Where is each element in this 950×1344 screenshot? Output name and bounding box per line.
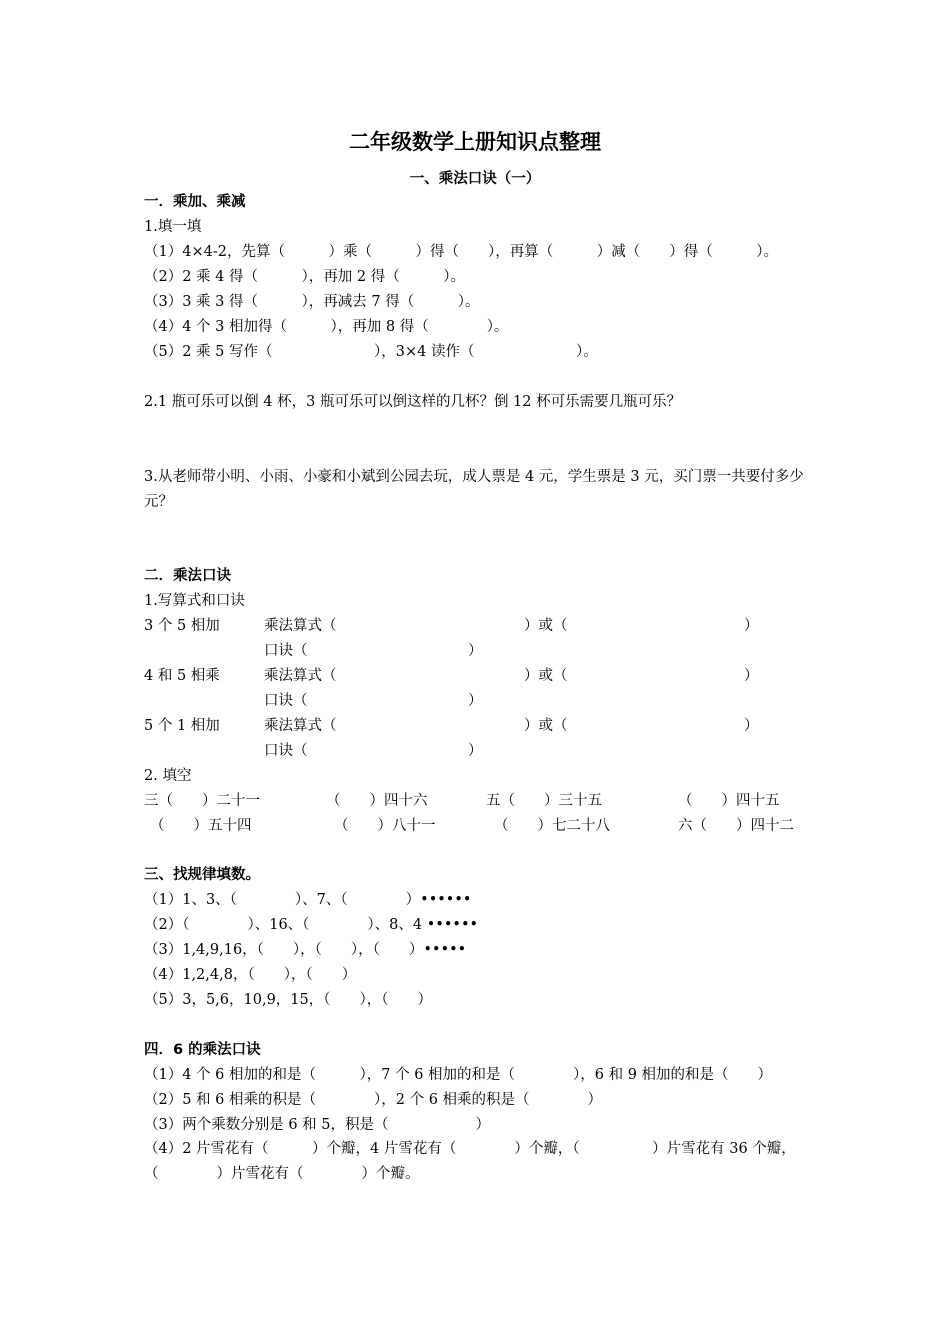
section-heading-4: 四．6 的乘法口诀 bbox=[144, 1042, 261, 1058]
formula-label: 乘法算式（ bbox=[264, 718, 337, 734]
question-item: （1）4 个 6 相加的和是（ ），7 个 6 相加的和是（ ），6 和 9 相加的和是（ ） bbox=[144, 1067, 773, 1083]
pattern-item: （3）1,4,9,16，（ ），（ ），（ ）••••• bbox=[144, 942, 467, 958]
page-title: 二年级数学上册知识点整理 bbox=[349, 130, 601, 154]
fill-cell: （ ）五十四 bbox=[150, 818, 252, 834]
page-subtitle: 一、乘法口诀（一） bbox=[409, 171, 541, 187]
question-item: （4）2 片雪花有（ ）个瓣，4 片雪花有（ ）个瓣，（ ）片雪花有 36 个瓣，（ ）片雪花有（ ）个瓣。 bbox=[144, 1141, 796, 1182]
pattern-item: （4）1,2,4,8，（ ），（ ） bbox=[144, 967, 357, 983]
question-title: 1.填一填 bbox=[144, 219, 202, 235]
question-item: （3）两个乘数分别是 6 和 5，积是（ ） bbox=[144, 1117, 491, 1133]
kj-label: 口诀（ bbox=[264, 693, 308, 709]
or-label: ）或（ bbox=[524, 668, 568, 684]
kj-label: 口诀（ bbox=[264, 743, 308, 759]
fill-cell: （ ）四十五 bbox=[678, 793, 780, 809]
fill-cell: 三（ ）二十一 bbox=[144, 793, 260, 809]
fill-cell: （ ）七二十八 bbox=[494, 818, 610, 834]
pattern-item: （1）1、3、（ ）、7、（ ）•••••• bbox=[144, 892, 472, 908]
question-title: 2. 填空 bbox=[144, 768, 192, 784]
question-item: （5）2 乘 5 写作（ ），3×4 读作（ ）。 bbox=[144, 344, 598, 360]
fill-cell: （ ）八十一 bbox=[334, 818, 436, 834]
fill-cell: （ ）四十六 bbox=[326, 793, 428, 809]
pattern-item: （2）（ ）、16、（ ）、8、4 •••••• bbox=[144, 917, 479, 933]
question-item: （3）3 乘 3 得（ ），再减去 7 得（ ）。 bbox=[144, 294, 480, 310]
row-label: 5 个 1 相加 bbox=[144, 718, 220, 734]
section-heading-3: 三、找规律填数。 bbox=[144, 867, 260, 883]
formula-label: 乘法算式（ bbox=[264, 618, 337, 634]
bracket-close: ） bbox=[744, 718, 759, 734]
bracket-close: ） bbox=[468, 693, 483, 709]
question-title: 1.写算式和口诀 bbox=[144, 593, 245, 609]
word-problem: 3.从老师带小明、小雨、小豪和小斌到公园去玩，成人票是 4 元，学生票是 3 元，买门票一共要付多少元？ bbox=[144, 469, 804, 510]
word-problem: 2.1 瓶可乐可以倒 4 杯，3 瓶可乐可以倒这样的几杯？倒 12 杯可乐需要几瓶可乐？ bbox=[144, 394, 682, 410]
or-label: ）或（ bbox=[524, 618, 568, 634]
row-label: 3 个 5 相加 bbox=[144, 618, 220, 634]
or-label: ）或（ bbox=[524, 718, 568, 734]
section-heading-1: 一．乘加、乘减 bbox=[144, 194, 246, 210]
formula-label: 乘法算式（ bbox=[264, 668, 337, 684]
kj-label: 口诀（ bbox=[264, 643, 308, 659]
pattern-item: （5）3，5,6，10,9，15，（ ），（ ） bbox=[144, 992, 432, 1008]
question-item: （2）5 和 6 相乘的积是（ ），2 个 6 相乘的积是（ ） bbox=[144, 1092, 603, 1108]
fill-cell: 五（ ）三十五 bbox=[486, 793, 602, 809]
question-item: （4）4 个 3 相加得（ ），再加 8 得（ ）。 bbox=[144, 319, 509, 335]
bracket-close: ） bbox=[468, 743, 483, 759]
section-heading-2: 二．乘法口诀 bbox=[144, 568, 231, 584]
row-label: 4 和 5 相乘 bbox=[144, 668, 220, 684]
question-item: （2）2 乘 4 得（ ），再加 2 得（ ）。 bbox=[144, 269, 465, 285]
fill-cell: 六（ ）四十二 bbox=[678, 818, 794, 834]
bracket-close: ） bbox=[744, 668, 759, 684]
question-item: （1）4×4-2，先算（ ）乘（ ）得（ ），再算（ ）减（ ）得（ ）。 bbox=[144, 244, 778, 260]
bracket-close: ） bbox=[468, 643, 483, 659]
bracket-close: ） bbox=[744, 618, 759, 634]
